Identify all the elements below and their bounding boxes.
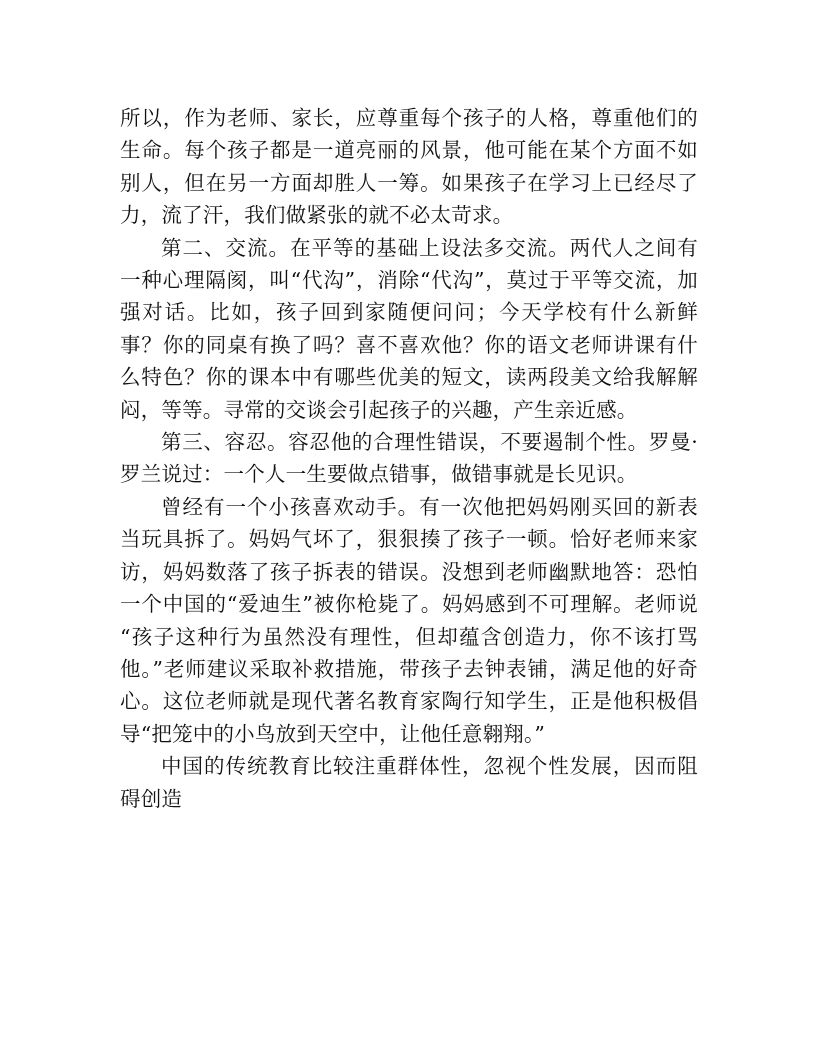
body-text xyxy=(120,102,698,815)
paragraph-respect: 所以，作为老师、家长，应尊重每个孩子的人格，尊重他们的生命。每个孩子都是一道亮丽的风景，他可能在某个方面不如别人，但在另一方面却胜人一筹。如果孩子在学习上已经尽了力，流了汗，我们做紧张的就不必太苛求。 xyxy=(120,106,698,228)
paragraph-story: 曾经有一个小孩喜欢动手。有一次他把妈妈刚买回的新表当玩具拆了。妈妈气坏了，狠狠揍了孩子一顿。恰好老师来家访，妈妈数落了孩子拆表的错误。没想到老师幽默地答：恐怕一个中国的“爱迪生”被你枪毙了。妈妈感到不可理解。老师说 “孩子这种行为虽然没有理性，但却蕴含创造力，你不该打骂他。”老师建议采取补救措施，带孩子去钟表铺，满足他的好奇心。这位老师就是现代著名教育家陶行知学生，正是他积极倡导“把笼中的小鸟放到天空中，让他任意翱翔。” xyxy=(120,494,698,746)
paragraph-traditional-education: 中国的传统教育比较注重群体性，忽视个性发展，因而阻碍创造 xyxy=(120,754,698,811)
paragraph-communication: 第二、交流。在平等的基础上设法多交流。两代人之间有一种心理隔阂，叫“代沟”，消除“代沟”，莫过于平等交流，加强对话。比如，孩子回到家随便问问；今天学校有什么新鲜事？你的同桌有换了吗？喜不喜欢他？你的语文老师讲课有什么特色？你的课本中有哪些优美的短文，读两段美文给我解解闷，等等。寻常的交谈会引起孩子的兴趣，产生亲近感。 xyxy=(120,235,698,422)
paragraph-tolerance: 第三、容忍。容忍他的合理性错误，不要遏制个性。罗曼·罗兰说过：一个人一生要做点错事，做错事就是长见识。 xyxy=(120,430,698,487)
